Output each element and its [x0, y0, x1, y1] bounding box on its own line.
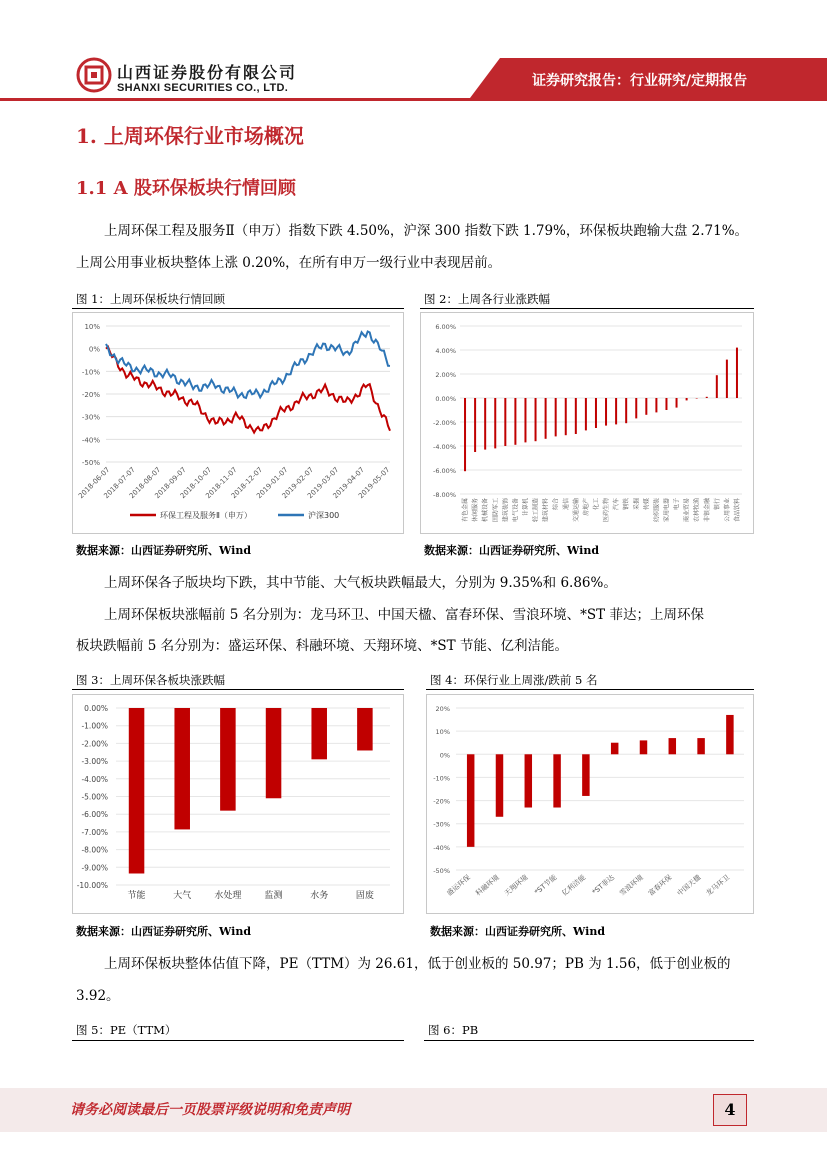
bar	[582, 754, 589, 796]
bar	[595, 398, 597, 428]
bar	[585, 398, 587, 430]
x-tick-label: 家用电器	[663, 498, 671, 523]
bar	[640, 740, 647, 754]
y-tick-label: -50%	[81, 459, 100, 467]
x-tick-label: 化工	[592, 498, 600, 511]
data-source: 数据来源：山西证券研究所、Wind	[430, 925, 606, 938]
y-tick-label: -6.00%	[81, 810, 108, 820]
x-tick-label: 电子	[673, 498, 681, 511]
y-tick-label: 0.00%	[435, 395, 456, 403]
paragraph-line: 板块跌幅前 5 名分别为：盛运环保、科融环境、天翔环境、*ST 节能、亿利洁能。	[76, 638, 568, 654]
y-tick-label: -30%	[433, 820, 450, 829]
bar	[555, 398, 557, 436]
figure-title: 图 1：上周环保板块行情回顾	[76, 292, 225, 306]
x-tick-label: 商业贸易	[683, 498, 691, 523]
x-tick-label: 2019-05-07	[356, 465, 392, 501]
data-source: 数据来源：山西证券研究所、Wind	[76, 925, 252, 938]
chart-frame	[427, 695, 754, 914]
report-type: 证券研究报告：行业研究/定期报告	[532, 73, 748, 89]
x-tick-label: 汽车	[613, 498, 621, 511]
bar	[605, 398, 607, 426]
bar	[464, 398, 466, 471]
bar	[174, 708, 190, 829]
x-tick-label: *ST节能	[533, 873, 559, 897]
y-tick-label: -10.00%	[76, 881, 108, 890]
x-tick-label: 亿利洁能	[560, 873, 588, 898]
bar	[736, 348, 738, 398]
bar	[655, 398, 657, 412]
x-tick-label: 盛运环保	[445, 873, 472, 898]
x-tick-label: 医药生物	[603, 498, 611, 523]
figure-rule	[426, 689, 754, 690]
line-chart	[72, 312, 404, 534]
x-tick-label: 2018-07-07	[102, 465, 137, 501]
x-tick-label: 综合	[552, 498, 560, 511]
x-tick-label: 2018-12-07	[229, 465, 265, 501]
bar	[686, 398, 688, 400]
paragraph-line: 上周环保工程及服务Ⅱ（申万）指数下跌 4.50%，沪深 300 指数下跌 1.79%，环保板块跑输大盘 2.71%。	[104, 223, 749, 239]
x-tick-label: *ST菲达	[590, 873, 616, 897]
y-tick-label: -10%	[433, 774, 450, 783]
figure-rule	[72, 1040, 404, 1041]
x-tick-label: 交通运输	[572, 498, 580, 523]
company-name-en: SHANXI SECURITIES CO., LTD.	[117, 82, 289, 94]
x-tick-label: 2018-06-07	[76, 465, 112, 501]
y-tick-label: 20%	[435, 705, 450, 713]
figure-title: 图 5：PE（TTM）	[76, 1023, 177, 1037]
disclaimer-link[interactable]: 请务必阅读最后一页股票评级说明和免责声明	[70, 1102, 350, 1118]
paragraph-line: 上周公用事业板块整体上涨 0.20%，在所有申万一级行业中表现居前。	[76, 255, 502, 271]
bar	[676, 398, 678, 408]
x-tick-label: 农林牧渔	[693, 498, 701, 523]
bar	[611, 743, 618, 755]
bar	[311, 708, 327, 759]
y-tick-label: 0%	[88, 345, 100, 354]
bar	[553, 754, 560, 807]
x-tick-label: 休闲服务	[472, 498, 480, 523]
data-source: 数据来源：山西证券研究所、Wind	[76, 544, 252, 557]
y-tick-label: -20%	[433, 797, 450, 806]
x-tick-label: 水务	[310, 891, 329, 901]
figure-rule	[72, 689, 404, 690]
x-tick-label: 2019-03-07	[306, 465, 341, 501]
y-tick-label: -4.00%	[81, 774, 108, 784]
y-tick-label: -3.00%	[81, 757, 108, 767]
x-tick-label: 富春环保	[646, 873, 674, 898]
bar	[129, 708, 145, 873]
paragraph-line: 上周环保各子版块均下跌，其中节能、大气板块跌幅最大，分别为 9.35%和 6.86%。	[104, 575, 617, 591]
bar	[357, 708, 373, 750]
bar	[524, 398, 526, 442]
page-number: 4	[713, 1094, 747, 1126]
y-tick-label: -5.00%	[81, 792, 108, 802]
x-tick-label: 固废	[355, 891, 374, 901]
bar	[669, 738, 676, 754]
y-tick-label: -7.00%	[81, 827, 108, 837]
bar	[565, 398, 567, 435]
header-divider	[0, 98, 827, 101]
bar	[716, 375, 718, 398]
bar	[635, 398, 637, 418]
y-tick-label: -20%	[81, 391, 100, 399]
section-heading: 1. 上周环保行业市场概况	[76, 124, 304, 148]
x-tick-label: 国防军工	[492, 498, 500, 523]
figure-title: 图 2：上周各行业涨跌幅	[424, 292, 550, 306]
bar	[220, 708, 236, 811]
bar	[474, 398, 476, 452]
figure-title: 图 6：PB	[428, 1023, 479, 1037]
y-tick-label: 10%	[435, 728, 450, 737]
subsection-heading: 1.1 A 股环保板块行情回顾	[76, 178, 296, 199]
x-tick-label: 中国天楹	[675, 873, 703, 898]
bar	[726, 715, 733, 754]
x-tick-label: 建筑材料	[542, 498, 550, 523]
bar	[525, 754, 532, 807]
x-tick-label: 2018-09-07	[153, 465, 188, 501]
x-tick-label: 天翔环境	[502, 873, 530, 898]
bar	[514, 398, 516, 445]
x-tick-label: 2018-10-07	[178, 465, 214, 501]
y-tick-label: -1.00%	[81, 721, 108, 731]
y-tick-label: -2.00%	[81, 739, 108, 749]
top5-bar-chart	[426, 694, 754, 914]
figure-rule	[420, 308, 754, 309]
x-tick-label: 雪浪环境	[618, 873, 645, 898]
bar	[467, 754, 474, 847]
y-tick-label: 0.00%	[84, 704, 108, 713]
x-tick-label: 电气设备	[512, 498, 520, 523]
bar	[575, 398, 577, 434]
y-tick-label: -30%	[81, 413, 100, 422]
chart-frame	[73, 695, 404, 914]
x-tick-label: 水处理	[214, 891, 242, 901]
x-tick-label: 食品饮料	[733, 498, 741, 523]
x-tick-label: 大气	[173, 891, 192, 901]
bar	[665, 398, 667, 410]
legend-label: 环保工程及服务Ⅱ（申万）	[160, 511, 252, 520]
company-logo-icon	[76, 56, 112, 94]
figure-rule	[72, 308, 404, 309]
y-tick-label: -40%	[81, 436, 100, 445]
y-tick-label: -8.00%	[81, 845, 108, 855]
industry-bar-chart	[420, 312, 754, 534]
subsector-bar-chart	[72, 694, 404, 914]
bar	[697, 738, 704, 754]
bar	[484, 398, 486, 450]
figure-rule	[424, 1040, 754, 1041]
paragraph-line: 上周环保板块整体估值下降，PE（TTM）为 26.61，低于创业板的 50.97；PB 为 1.56，低于创业板的	[104, 956, 731, 972]
y-tick-label: -8.00%	[433, 491, 456, 499]
x-tick-label: 计算机	[522, 498, 530, 517]
x-tick-label: 节能	[127, 891, 146, 901]
y-tick-label: 4.00%	[435, 347, 456, 355]
legend-label: 沪深300	[308, 511, 340, 520]
paragraph-line: 3.92。	[76, 988, 120, 1004]
x-tick-label: 机械设备	[482, 498, 490, 523]
company-name-cn: 山西证券股份有限公司	[117, 63, 298, 82]
x-tick-label: 2019-02-07	[280, 465, 316, 501]
x-tick-label: 采掘	[633, 498, 641, 511]
x-tick-label: 房地产	[582, 498, 590, 517]
bar	[494, 398, 496, 448]
x-tick-label: 非银金融	[703, 498, 711, 523]
x-tick-label: 公用事业	[723, 498, 731, 523]
y-tick-label: 2.00%	[435, 371, 456, 379]
figure-title: 图 3：上周环保各板块涨跌幅	[76, 673, 225, 687]
y-tick-label: -10%	[81, 368, 100, 377]
x-tick-label: 有色金属	[462, 498, 470, 523]
x-tick-label: 纺织服装	[653, 498, 661, 523]
x-tick-label: 轻工制造	[532, 498, 540, 523]
bar	[504, 398, 506, 446]
bar	[706, 397, 708, 398]
y-tick-label: -6.00%	[433, 467, 456, 475]
bar	[496, 754, 503, 816]
x-tick-label: 钢铁	[623, 498, 631, 511]
bar	[545, 398, 547, 439]
bar	[615, 398, 617, 424]
y-tick-label: 10%	[84, 323, 100, 331]
bar	[535, 398, 537, 441]
paragraph-line: 上周环保板块涨幅前 5 名分别为：龙马环卫、中国天楹、富春环保、雪浪环境、*ST 菲达；上周环保	[104, 607, 704, 623]
x-tick-label: 建筑装饰	[502, 498, 510, 523]
y-tick-label: -4.00%	[433, 443, 456, 451]
bar	[645, 398, 647, 415]
x-tick-label: 2018-11-07	[204, 465, 239, 501]
y-tick-label: -2.00%	[433, 419, 456, 427]
x-tick-label: 2018-08-07	[127, 465, 163, 501]
bar	[726, 360, 728, 398]
y-tick-label: -40%	[433, 843, 450, 852]
bar	[625, 398, 627, 423]
y-tick-label: -50%	[433, 867, 450, 875]
data-source: 数据来源：山西证券研究所、Wind	[424, 544, 600, 557]
bar	[696, 398, 698, 399]
x-tick-label: 监测	[264, 891, 283, 901]
x-tick-label: 银行	[713, 498, 721, 511]
y-tick-label: 6.00%	[435, 323, 456, 331]
figure-title: 图 4：环保行业上周涨/跌前 5 名	[430, 673, 598, 687]
x-tick-label: 2019-01-07	[255, 465, 290, 501]
y-tick-label: 0%	[439, 751, 450, 760]
x-tick-label: 龙马环卫	[704, 873, 732, 898]
x-tick-label: 传媒	[643, 498, 651, 511]
x-tick-label: 2019-04-07	[331, 465, 366, 501]
y-tick-label: -9.00%	[81, 863, 108, 873]
bar	[266, 708, 282, 798]
x-tick-label: 科融环境	[474, 873, 501, 898]
x-tick-label: 通信	[562, 498, 570, 511]
